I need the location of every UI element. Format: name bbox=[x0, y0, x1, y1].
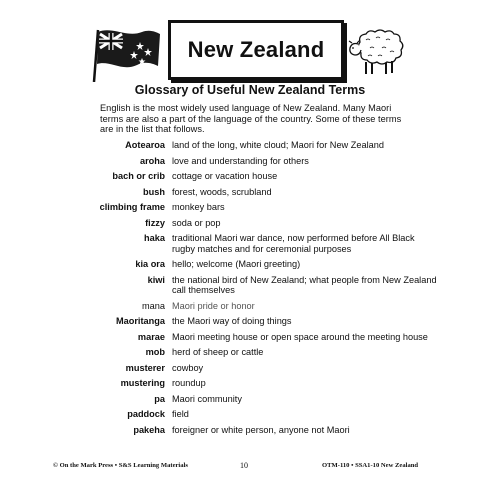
glossary-definition: love and understanding for others bbox=[172, 155, 309, 166]
glossary-row bbox=[60, 301, 440, 312]
glossary-definition: hello; welcome (Maori greeting) bbox=[172, 259, 301, 269]
glossary-definition: soda or pop bbox=[172, 217, 221, 228]
glossary-definition: land of the long, white cloud; Maori for New Zealand bbox=[172, 140, 384, 150]
sheep-icon bbox=[346, 28, 408, 78]
footer-product-code: OTM-110 • SSA1-10 New Zealand bbox=[322, 462, 419, 469]
glossary-term: haka bbox=[144, 233, 165, 243]
glossary-list bbox=[60, 140, 440, 440]
glossary-term: mustering bbox=[120, 378, 165, 388]
glossary-row bbox=[60, 156, 440, 167]
glossary-definition: monkey bars bbox=[172, 202, 225, 212]
glossary-definition: herd of sheep or cattle bbox=[172, 347, 264, 357]
page-title-box bbox=[168, 20, 344, 80]
glossary-definition: cowboy bbox=[172, 362, 204, 373]
glossary-term: Maoritanga bbox=[115, 316, 165, 326]
glossary-row bbox=[60, 171, 440, 182]
glossary-term: bush bbox=[143, 186, 165, 197]
glossary-definition: Maori community bbox=[172, 393, 242, 404]
page-number: 10 bbox=[240, 461, 248, 470]
glossary-definition: foreigner or white person, anyone not Maori bbox=[172, 424, 350, 435]
glossary-definition: the Maori way of doing things bbox=[172, 316, 292, 326]
glossary-row bbox=[60, 332, 440, 343]
glossary-definition: traditional Maori war dance, now performed before All Black rugby matches and for ceremonial purposes bbox=[172, 233, 415, 254]
glossary-term: bach or crib bbox=[112, 171, 165, 181]
glossary-term: musterer bbox=[125, 362, 165, 373]
glossary-definition: Maori pride or honor bbox=[172, 300, 255, 311]
glossary-term: marae bbox=[137, 331, 165, 342]
new-zealand-flag-icon bbox=[92, 26, 162, 82]
glossary-definition: cottage or vacation house bbox=[172, 171, 278, 181]
glossary-term: aroha bbox=[139, 155, 165, 166]
glossary-definition: roundup bbox=[172, 378, 206, 388]
glossary-term: climbing frame bbox=[99, 202, 165, 212]
glossary-definition: forest, woods, scrubland bbox=[172, 186, 272, 197]
glossary-row bbox=[60, 259, 440, 270]
glossary-row bbox=[60, 425, 440, 436]
glossary-row bbox=[60, 187, 440, 198]
intro-paragraph: English is the most widely used language of New Zealand. Many Maori terms are also a part of the language of the country. Some of these terms are in the list that follows. bbox=[100, 103, 402, 134]
glossary-row bbox=[60, 394, 440, 405]
glossary-term: paddock bbox=[127, 409, 165, 419]
page-footer bbox=[0, 462, 500, 474]
glossary-term: kiwi bbox=[147, 274, 165, 285]
glossary-row bbox=[60, 202, 440, 213]
glossary-row bbox=[60, 347, 440, 358]
glossary-row bbox=[60, 218, 440, 229]
page-title: New Zealand bbox=[187, 37, 325, 62]
glossary-row bbox=[60, 378, 440, 389]
glossary-row bbox=[60, 409, 440, 420]
glossary-row bbox=[60, 275, 440, 296]
glossary-definition: Maori meeting house or open space around the meeting house bbox=[172, 331, 428, 342]
glossary-heading: Glossary of Useful New Zealand Terms bbox=[134, 83, 366, 97]
glossary-definition: the national bird of New Zealand; what people from New Zealand call themselves bbox=[172, 274, 437, 295]
glossary-term: mob bbox=[145, 347, 165, 357]
glossary-term: fizzy bbox=[145, 217, 165, 228]
glossary-term: Aotearoa bbox=[125, 140, 165, 150]
glossary-row bbox=[60, 316, 440, 327]
footer-publisher: © On the Mark Press • S&S Learning Materials bbox=[53, 462, 188, 469]
glossary-row bbox=[60, 363, 440, 374]
glossary-term: pa bbox=[154, 393, 165, 404]
glossary-row bbox=[60, 233, 440, 254]
glossary-definition: field bbox=[172, 409, 189, 419]
glossary-term: mana bbox=[142, 300, 165, 311]
glossary-row bbox=[60, 140, 440, 151]
glossary-term: pakeha bbox=[133, 424, 165, 435]
glossary-term: kia ora bbox=[135, 259, 165, 269]
